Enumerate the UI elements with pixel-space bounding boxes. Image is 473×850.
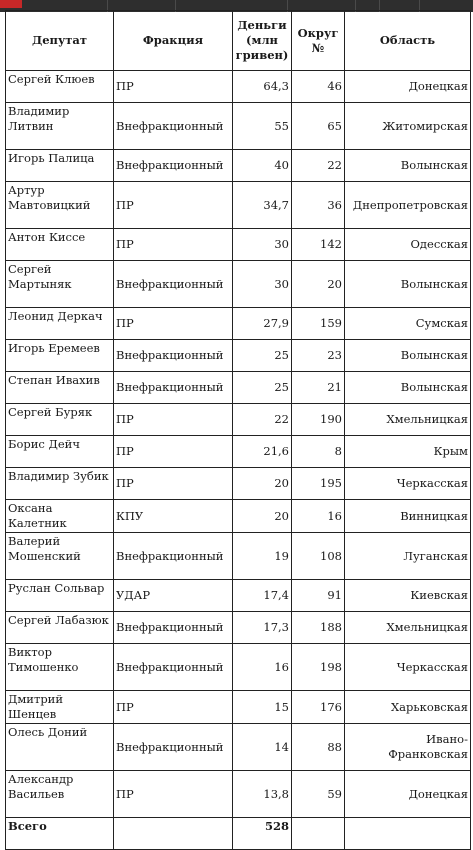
header-money: Деньги (млн гривен) [233, 11, 292, 71]
table-row [6, 468, 471, 500]
region-cell: Житомирская [345, 103, 471, 150]
region-cell: Волынская [345, 261, 471, 308]
header-district: Округ № [292, 11, 345, 71]
money-cell: 21,6 [233, 436, 292, 468]
deputy-cell: Антон Киссе [6, 229, 114, 261]
region-cell: Харьковская [345, 691, 471, 724]
faction-cell: Внефракционный [114, 150, 233, 182]
table-row [6, 150, 471, 182]
region-cell: Крым [345, 436, 471, 468]
faction-cell: ПР [114, 771, 233, 818]
district-cell: 59 [292, 771, 345, 818]
district-cell: 108 [292, 533, 345, 580]
site-logo-icon[interactable] [0, 0, 22, 8]
table-row [6, 404, 471, 436]
money-cell: 25 [233, 372, 292, 404]
deputy-cell: Сергей Лабазюк [6, 612, 114, 644]
faction-cell: Внефракционный [114, 533, 233, 580]
district-cell: 21 [292, 372, 345, 404]
region-cell: Черкасская [345, 468, 471, 500]
region-cell: Винницкая [345, 500, 471, 533]
table-row [6, 308, 471, 340]
faction-cell: Внефракционный [114, 261, 233, 308]
district-cell: 159 [292, 308, 345, 340]
table-row [6, 500, 471, 533]
faction-cell: ПР [114, 71, 233, 103]
empty-cell [114, 818, 233, 850]
district-cell: 142 [292, 229, 345, 261]
faction-cell: ПР [114, 182, 233, 229]
district-cell: 91 [292, 580, 345, 612]
table-row [6, 103, 471, 150]
region-cell: Луганская [345, 533, 471, 580]
region-cell: Волынская [345, 372, 471, 404]
total-row [6, 818, 471, 850]
faction-cell: ПР [114, 404, 233, 436]
faction-cell: Внефракционный [114, 340, 233, 372]
deputy-cell: Руслан Сольвар [6, 580, 114, 612]
district-cell: 22 [292, 150, 345, 182]
money-cell: 16 [233, 644, 292, 691]
deputy-cell: Сергей Клюев [6, 71, 114, 103]
money-cell: 20 [233, 468, 292, 500]
region-cell: Одесская [345, 229, 471, 261]
table-row [6, 612, 471, 644]
deputy-cell: Игорь Палица [6, 150, 114, 182]
table-row [6, 229, 471, 261]
faction-cell: Внефракционный [114, 612, 233, 644]
money-cell: 27,9 [233, 308, 292, 340]
money-cell: 55 [233, 103, 292, 150]
region-cell: Ивано-Франковская [345, 724, 471, 771]
region-cell: Волынская [345, 340, 471, 372]
table-row [6, 771, 471, 818]
table-row [6, 691, 471, 724]
region-cell: Сумская [345, 308, 471, 340]
deputy-cell: Оксана Калетник [6, 500, 114, 533]
money-cell: 22 [233, 404, 292, 436]
district-cell: 20 [292, 261, 345, 308]
faction-cell: ПР [114, 229, 233, 261]
money-cell: 19 [233, 533, 292, 580]
deputy-cell: Артур Мавтовицкий [6, 182, 114, 229]
table-row [6, 372, 471, 404]
faction-cell: Внефракционный [114, 372, 233, 404]
faction-cell: ПР [114, 436, 233, 468]
district-cell: 176 [292, 691, 345, 724]
district-cell: 65 [292, 103, 345, 150]
deputy-cell: Сергей Буряк [6, 404, 114, 436]
deputy-cell: Виктор Тимошенко [6, 644, 114, 691]
header-deputy: Депутат [6, 11, 114, 71]
table-row [6, 644, 471, 691]
deputy-cell: Степан Ивахив [6, 372, 114, 404]
faction-cell: КПУ [114, 500, 233, 533]
faction-cell: Внефракционный [114, 644, 233, 691]
money-cell: 13,8 [233, 771, 292, 818]
region-cell: Днепропетровская [345, 182, 471, 229]
faction-cell: Внефракционный [114, 103, 233, 150]
empty-cell [292, 818, 345, 850]
faction-cell: УДАР [114, 580, 233, 612]
region-cell: Волынская [345, 150, 471, 182]
region-cell: Хмельницкая [345, 612, 471, 644]
table-row [6, 340, 471, 372]
deputy-cell: Борис Дейч [6, 436, 114, 468]
district-cell: 198 [292, 644, 345, 691]
table-header-row [6, 11, 471, 71]
table-row [6, 436, 471, 468]
header-faction: Фракция [114, 11, 233, 71]
region-cell: Хмельницкая [345, 404, 471, 436]
table-row [6, 182, 471, 229]
table-row [6, 261, 471, 308]
money-cell: 40 [233, 150, 292, 182]
district-cell: 23 [292, 340, 345, 372]
money-cell: 34,7 [233, 182, 292, 229]
deputy-cell: Сергей Мартыняк [6, 261, 114, 308]
table-row [6, 71, 471, 103]
table-row [6, 724, 471, 771]
district-cell: 88 [292, 724, 345, 771]
district-cell: 46 [292, 71, 345, 103]
deputy-cell: Леонид Деркач [6, 308, 114, 340]
district-cell: 195 [292, 468, 345, 500]
table-row [6, 533, 471, 580]
deputy-cell: Валерий Мошенский [6, 533, 114, 580]
faction-cell: ПР [114, 308, 233, 340]
money-cell: 30 [233, 261, 292, 308]
money-cell: 30 [233, 229, 292, 261]
region-cell: Киевская [345, 580, 471, 612]
deputy-cell: Игорь Еремеев [6, 340, 114, 372]
region-cell: Донецкая [345, 771, 471, 818]
total-label-cell: Всего [6, 818, 114, 850]
region-cell: Донецкая [345, 71, 471, 103]
deputy-cell: Владимир Зубик [6, 468, 114, 500]
money-cell: 17,4 [233, 580, 292, 612]
empty-cell [345, 818, 471, 850]
deputy-cell: Александр Васильев [6, 771, 114, 818]
district-cell: 188 [292, 612, 345, 644]
deputy-cell: Дмитрий Шенцев [6, 691, 114, 724]
region-cell: Черкасская [345, 644, 471, 691]
deputy-cell: Олесь Доний [6, 724, 114, 771]
district-cell: 8 [292, 436, 345, 468]
faction-cell: ПР [114, 691, 233, 724]
faction-cell: ПР [114, 468, 233, 500]
deputies-money-table [5, 10, 471, 850]
money-cell: 14 [233, 724, 292, 771]
deputy-cell: Владимир Литвин [6, 103, 114, 150]
district-cell: 190 [292, 404, 345, 436]
table-row [6, 580, 471, 612]
faction-cell: Внефракционный [114, 724, 233, 771]
money-cell: 64,3 [233, 71, 292, 103]
district-cell: 16 [292, 500, 345, 533]
money-cell: 15 [233, 691, 292, 724]
total-money-cell: 528 [233, 818, 292, 850]
money-cell: 20 [233, 500, 292, 533]
money-cell: 25 [233, 340, 292, 372]
header-region: Область [345, 11, 471, 71]
district-cell: 36 [292, 182, 345, 229]
money-cell: 17,3 [233, 612, 292, 644]
